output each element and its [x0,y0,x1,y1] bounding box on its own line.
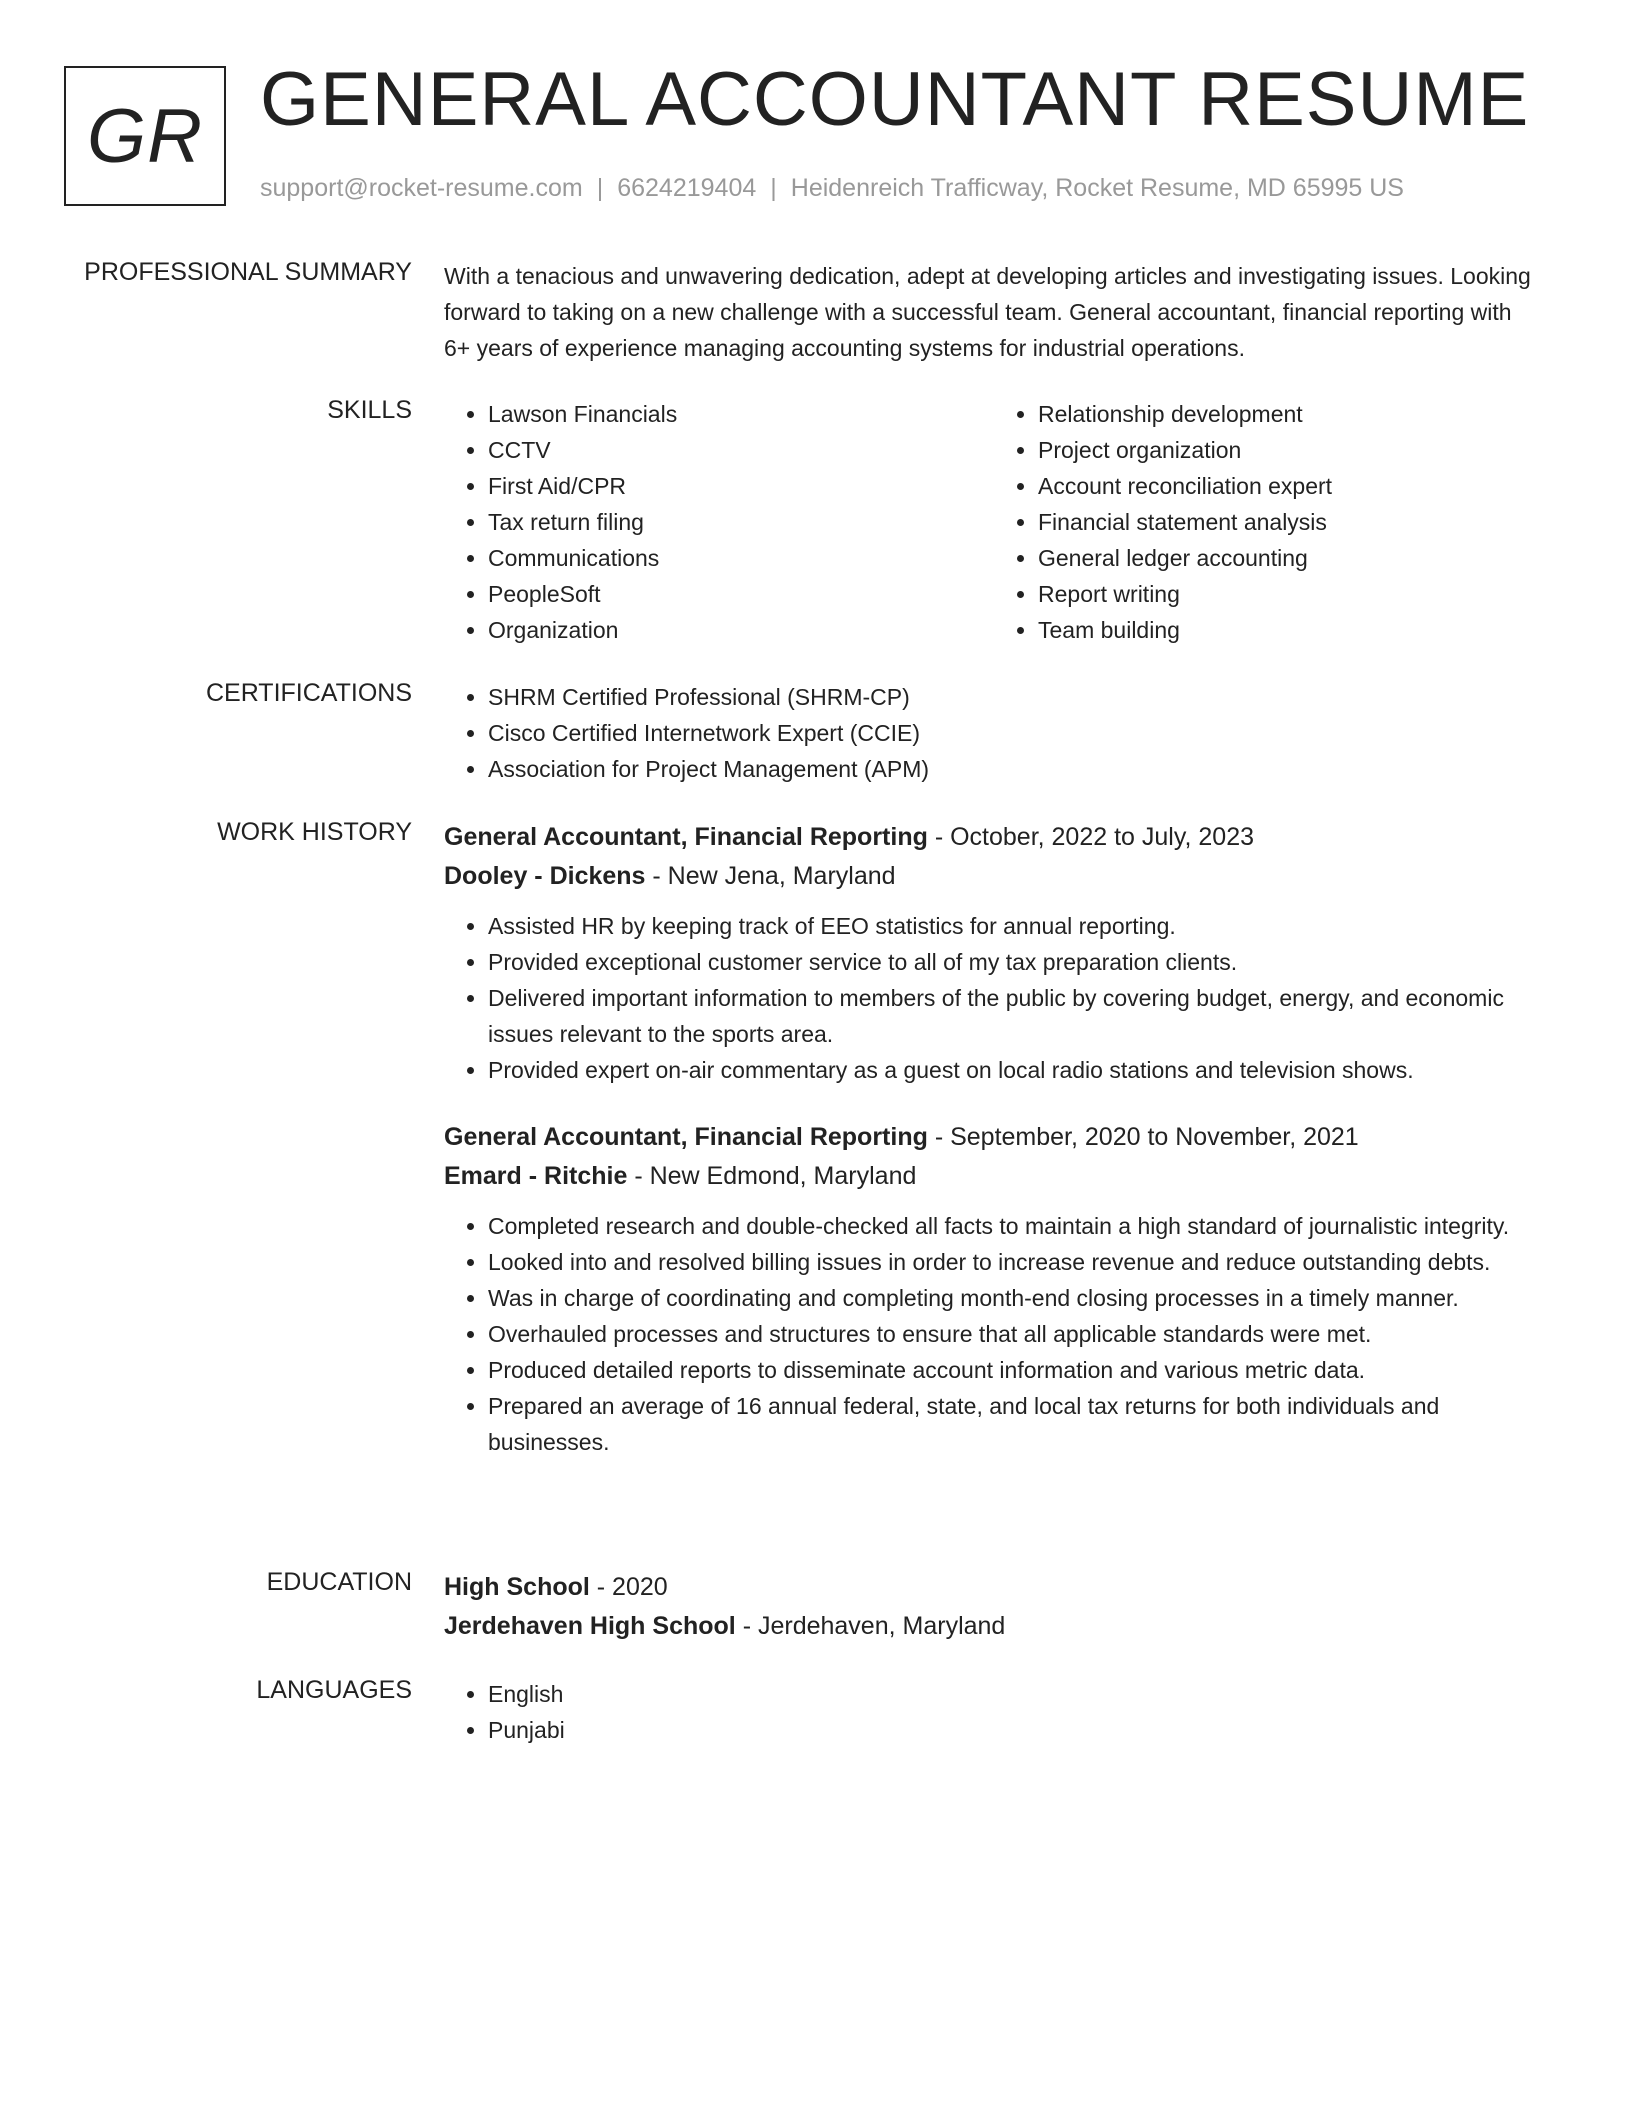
skill-item: • Team building [1038,612,1544,648]
job-entry [444,818,1544,1088]
job-bullet: • Looked into and resolved billing issues in order to increase revenue and reduce outstanding debts. [488,1244,1544,1280]
skill-item: • Relationship development [1038,396,1544,432]
skill-item: • Account reconciliation expert [1038,468,1544,504]
work-history-content [444,818,1544,1460]
job-bullet: • Was in charge of coordinating and completing month-end closing processes in a timely manner. [488,1280,1544,1316]
skill-item: • Organization [488,612,994,648]
skills-list-left [444,396,994,648]
job-bullet: • Provided expert on-air commentary as a guest on local radio stations and television shows. [488,1052,1544,1088]
job-bullet: • Provided exceptional customer service to all of my tax preparation clients. [488,944,1544,980]
skill-item: • Financial statement analysis [1038,504,1544,540]
language-item: • Punjabi [488,1712,1544,1748]
job-title-line [444,818,1544,857]
skill-item: • Communications [488,540,994,576]
contact-line [260,174,1404,203]
monogram-badge: GR [64,66,226,206]
job-title: General Accountant, Financial Reporting [444,823,928,851]
job-bullet: • Completed research and double-checked all facts to maintain a high standard of journalistic integrity. [488,1208,1544,1244]
skill-item: • First Aid/CPR [488,468,994,504]
skills-list-right [994,396,1544,648]
job-entry [444,1118,1544,1460]
job-company: Dooley - Dickens [444,862,646,890]
job-bullet: • Delivered important information to members of the public by covering budget, energy, and economic issues relevant to the sports area. [488,980,1544,1052]
contact-separator: | [596,174,604,202]
skill-item: • General ledger accounting [1038,540,1544,576]
section-label: EDUCATION [266,1568,412,1596]
job-bullet: • Prepared an average of 16 annual federal, state, and local tax returns for both individuals and businesses. [488,1388,1544,1460]
job-bullets [444,1208,1544,1460]
skill-item: • Tax return filing [488,504,994,540]
job-title: General Accountant, Financial Reporting [444,1123,928,1151]
job-location: - New Edmond, Maryland [627,1162,917,1190]
education-degree: High School [444,1573,590,1601]
certifications-content [444,679,1544,787]
languages-list [444,1676,1544,1748]
summary-content [444,258,1544,366]
job-company-line [444,1157,1544,1196]
skills-content [444,396,1544,648]
contact-phone: 6624219404 [617,174,757,202]
skill-item: • CCTV [488,432,994,468]
contact-email: support@rocket-resume.com [260,174,583,202]
languages-content [444,1676,1544,1748]
section-label: PROFESSIONAL SUMMARY [84,258,412,286]
job-dates: - September, 2020 to November, 2021 [927,1123,1359,1151]
section-label: WORK HISTORY [217,818,412,846]
education-year: - 2020 [589,1573,668,1601]
skill-item: • Report writing [1038,576,1544,612]
page-title: GENERAL ACCOUNTANT RESUME [260,57,1530,142]
job-dates: - October, 2022 to July, 2023 [927,823,1254,851]
skill-item: • Project organization [1038,432,1544,468]
summary-text: With a tenacious and unwavering dedication, adept at developing articles and investigating issues. Looking forward to taking on a new challenge with a successful team. General accountant, financial reporting with 6+ years of experience managing accounting systems for industrial operations. [444,263,1531,361]
job-bullets [444,908,1544,1088]
contact-address: Heidenreich Trafficway, Rocket Resume, MD 65995 US [790,174,1404,202]
section-label: CERTIFICATIONS [205,679,412,707]
certification-item: • SHRM Certified Professional (SHRM-CP) [488,679,1544,715]
education-degree-line [444,1568,1544,1607]
job-company-line [444,857,1544,896]
skill-item: • Lawson Financials [488,396,994,432]
education-school: Jerdehaven High School [444,1612,736,1640]
section-label: LANGUAGES [256,1676,412,1704]
certification-item: • Association for Project Management (APM) [488,751,1544,787]
job-location: - New Jena, Maryland [645,862,896,890]
job-bullet: • Assisted HR by keeping track of EEO statistics for annual reporting. [488,908,1544,944]
certifications-list [444,679,1544,787]
job-bullet: • Produced detailed reports to disseminate account information and various metric data. [488,1352,1544,1388]
language-item: • English [488,1676,1544,1712]
section-label: SKILLS [327,396,412,424]
education-content [444,1568,1544,1646]
job-title-line [444,1118,1544,1157]
certification-item: • Cisco Certified Internetwork Expert (CCIE) [488,715,1544,751]
job-bullet: • Overhauled processes and structures to ensure that all applicable standards were met. [488,1316,1544,1352]
skill-item: • PeopleSoft [488,576,994,612]
job-company: Emard - Ritchie [444,1162,628,1190]
education-school-line [444,1607,1544,1646]
contact-separator: | [770,174,777,202]
education-location: - Jerdehaven, Maryland [735,1612,1006,1640]
